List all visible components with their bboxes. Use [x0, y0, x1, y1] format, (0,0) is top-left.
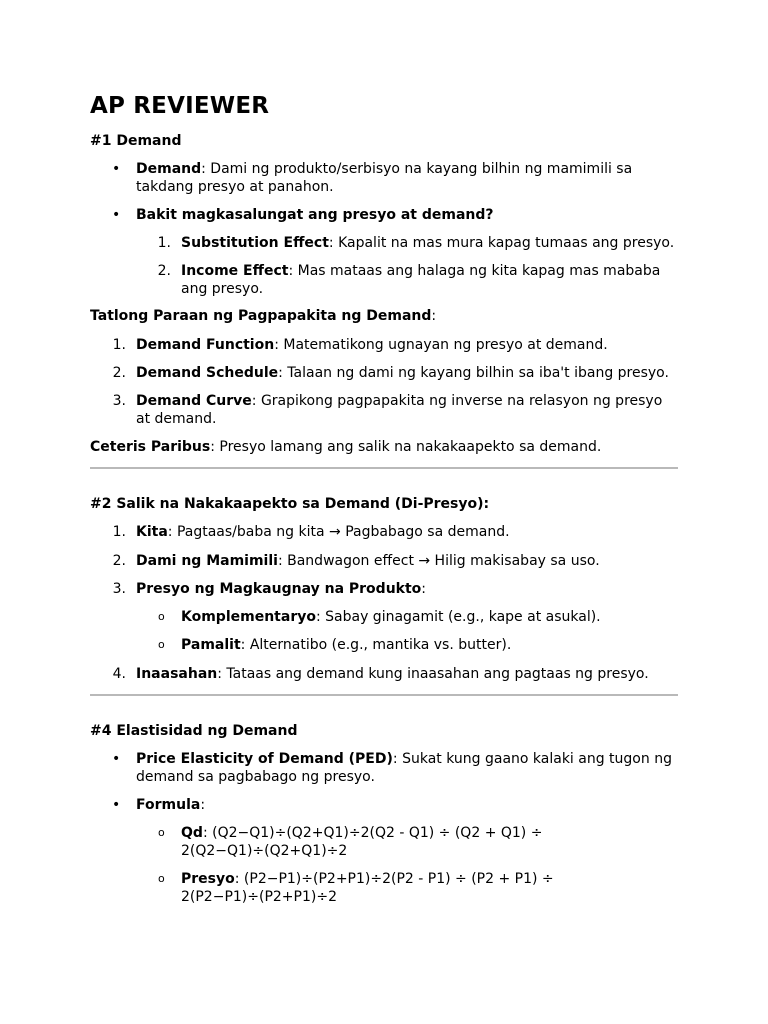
- definition: : Alternatibo (e.g., mantika vs. butter).: [240, 637, 512, 653]
- list-item: [90, 392, 678, 428]
- definition: : Pagtaas/baba ng kita → Pagbabago sa demand.: [167, 524, 510, 540]
- circle-marker: o: [158, 610, 165, 623]
- term: Presyo: [181, 871, 235, 887]
- term: Kita: [136, 524, 168, 540]
- list-item: [90, 262, 678, 298]
- list-item: [90, 796, 678, 814]
- definition: : Matematikong ugnayan ng presyo at demand.: [274, 337, 608, 353]
- section-divider: [90, 694, 678, 696]
- term: Formula: [136, 797, 201, 813]
- circle-marker: o: [158, 638, 165, 651]
- number-marker: 1.: [112, 337, 126, 353]
- definition: : Bandwagon effect → Hilig makisabay sa uso.: [277, 553, 600, 569]
- document-title: AP REVIEWER: [90, 93, 270, 119]
- section-2-heading: #2 Salik na Nakakaapekto sa Demand (Di-Presyo):: [90, 496, 490, 512]
- ways-heading-text: Tatlong Paraan ng Pagpapakita ng Demand: [90, 308, 432, 324]
- list-item: [90, 870, 678, 906]
- list-item: [90, 608, 678, 626]
- definition: : Dami ng produkto/serbisyo na kayang bilhin ng mamimili sa takdang presyo at panahon.: [136, 161, 633, 195]
- term: Pamalit: [181, 637, 241, 653]
- term: Bakit magkasalungat ang presyo at demand?: [136, 207, 494, 223]
- circle-marker: o: [158, 826, 165, 839]
- number-marker: 2.: [157, 263, 171, 279]
- term: Income Effect: [181, 263, 289, 279]
- list-item: [90, 336, 678, 354]
- list-item: [90, 665, 678, 683]
- term: Substitution Effect: [181, 235, 329, 251]
- formula: : (Q2−Q1)÷(Q2+Q1)÷2(Q2 - Q1) ÷ (Q2 + Q1) ÷ 2(Q2−Q1)÷(Q2+Q1)÷2: [181, 825, 543, 859]
- term: Ceteris Paribus: [90, 439, 211, 455]
- number-marker: 3.: [112, 581, 126, 597]
- ways-heading-colon: :: [431, 308, 437, 324]
- term: Price Elasticity of Demand (PED): [136, 751, 393, 767]
- definition: : Grapikong pagpapakita ng inverse na relasyon ng presyo at demand.: [136, 393, 663, 427]
- ways-heading: [90, 307, 678, 325]
- circle-marker: o: [158, 872, 165, 885]
- list-item: [90, 824, 678, 860]
- formula: : (P2−P1)÷(P2+P1)÷2(P2 - P1) ÷ (P2 + P1) ÷ 2(P2−P1)÷(P2+P1)÷2: [181, 871, 554, 905]
- number-marker: 4.: [112, 666, 126, 682]
- ceteris-paribus-line: [90, 438, 678, 456]
- bullet-marker: •: [112, 797, 121, 813]
- term: Dami ng Mamimili: [136, 553, 278, 569]
- section-divider: [90, 467, 678, 469]
- definition: : Sabay ginagamit (e.g., kape at asukal).: [315, 609, 601, 625]
- definition: : Kapalit na mas mura kapag tumaas ang presyo.: [328, 235, 675, 251]
- term: Inaasahan: [136, 666, 218, 682]
- term: Demand Function: [136, 337, 275, 353]
- list-item: [90, 580, 678, 598]
- definition: : Sukat kung gaano kalaki ang tugon ng demand sa pagbabago ng presyo.: [136, 751, 672, 785]
- definition: : Presyo lamang ang salik na nakakaapekto sa demand.: [210, 439, 602, 455]
- term: Demand Curve: [136, 393, 252, 409]
- number-marker: 1.: [157, 235, 171, 251]
- definition: : Tataas ang demand kung inaasahan ang pagtaas ng presyo.: [217, 666, 649, 682]
- term: Komplementaryo: [181, 609, 316, 625]
- term: Qd: [181, 825, 203, 841]
- list-item: [90, 206, 678, 224]
- bullet-marker: •: [112, 207, 121, 223]
- definition: :: [421, 581, 427, 597]
- term: Demand: [136, 161, 202, 177]
- section-4-heading: #4 Elastisidad ng Demand: [90, 723, 298, 739]
- list-item: [90, 523, 678, 541]
- section-1-heading: #1 Demand: [90, 133, 182, 149]
- definition: :: [200, 797, 206, 813]
- list-item: [90, 364, 678, 382]
- list-item: [90, 750, 678, 786]
- term: Presyo ng Magkaugnay na Produkto: [136, 581, 422, 597]
- definition: : Talaan ng dami ng kayang bilhin sa iba't ibang presyo.: [278, 365, 669, 381]
- list-item: [90, 234, 678, 252]
- number-marker: 1.: [112, 524, 126, 540]
- number-marker: 2.: [112, 553, 126, 569]
- number-marker: 2.: [112, 365, 126, 381]
- term: Demand Schedule: [136, 365, 279, 381]
- list-item: [90, 160, 678, 196]
- definition: : Mas mataas ang halaga ng kita kapag mas mababa ang presyo.: [181, 263, 661, 297]
- bullet-marker: •: [112, 751, 121, 767]
- list-item: [90, 552, 678, 570]
- number-marker: 3.: [112, 393, 126, 409]
- list-item: [90, 636, 678, 654]
- bullet-marker: •: [112, 161, 121, 177]
